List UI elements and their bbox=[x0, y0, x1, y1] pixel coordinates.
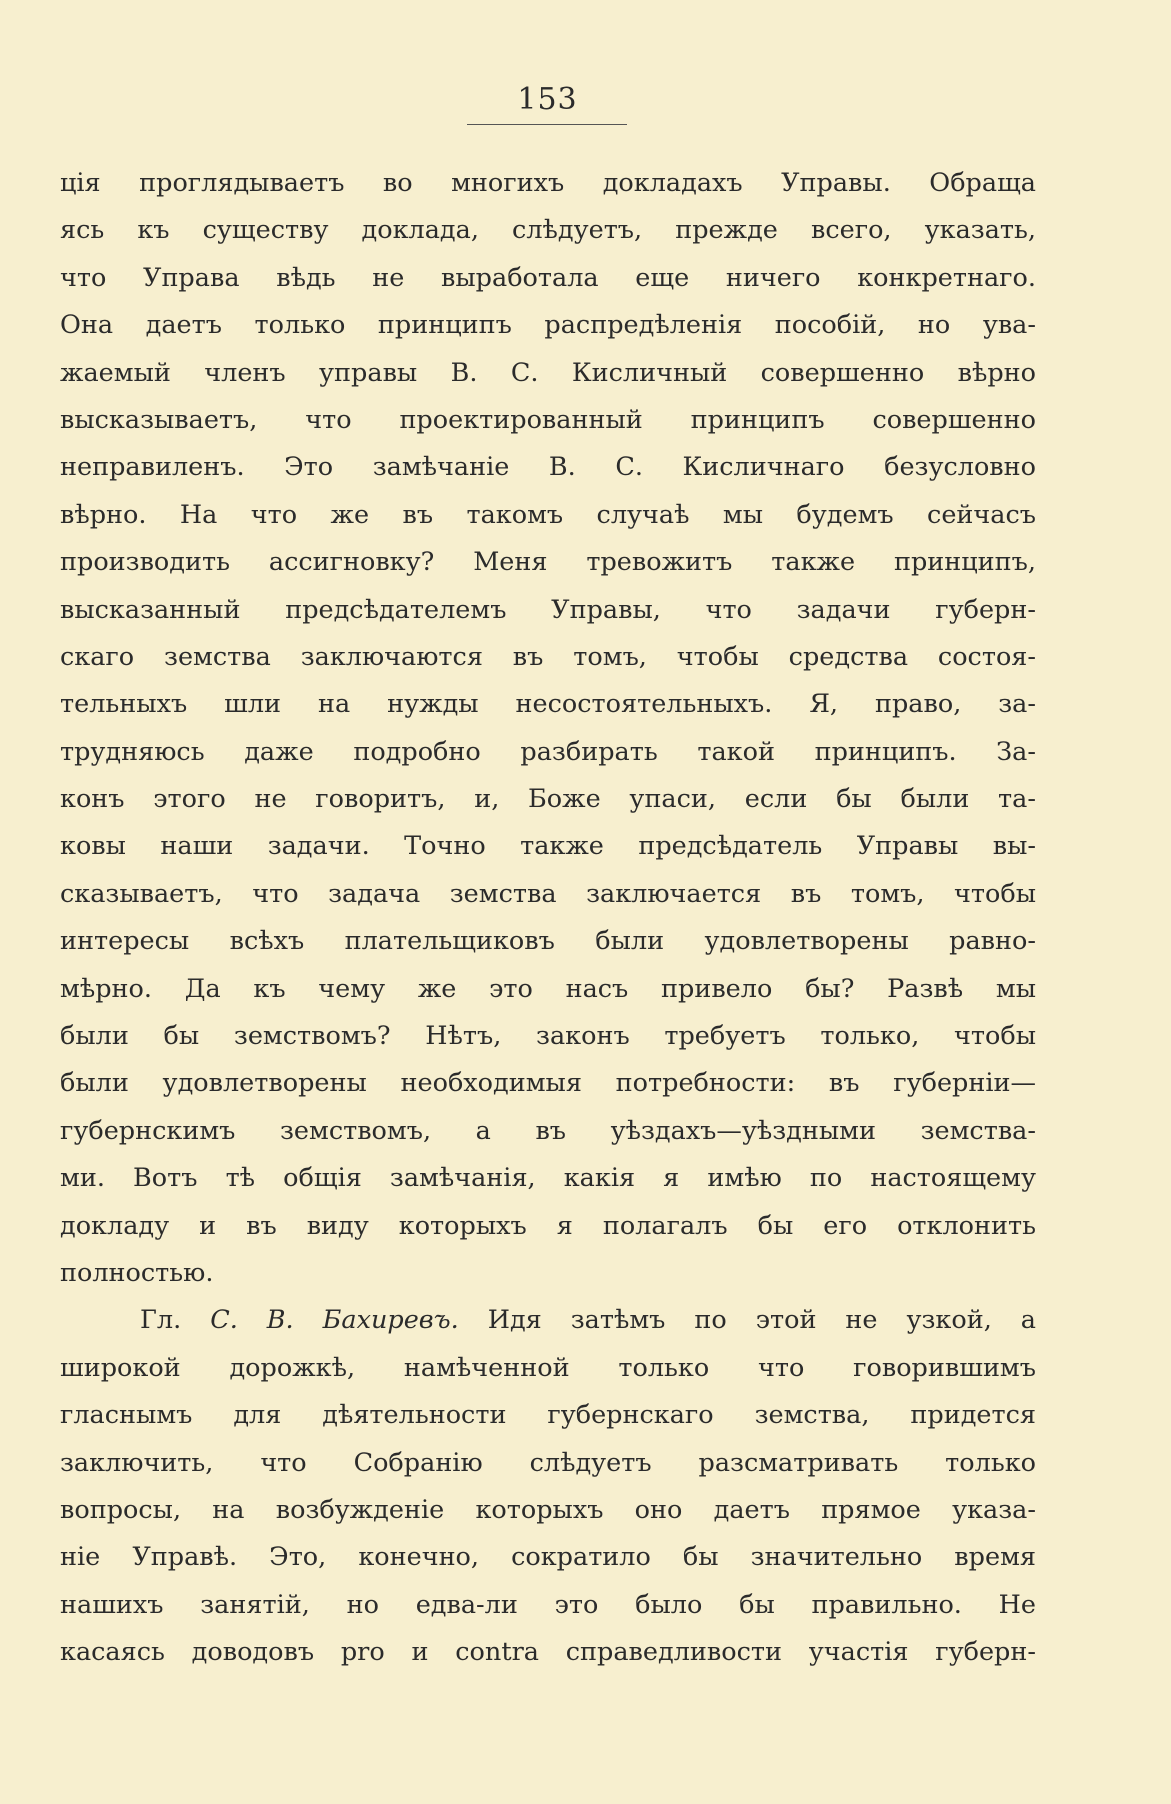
text-line: ясь къ существу доклада, слѣдуетъ, прежде всего, указать, bbox=[60, 215, 1036, 246]
header-rule bbox=[467, 124, 627, 125]
text-line: Она даетъ только принципъ распредѣленія пособій, но ува- bbox=[60, 310, 1036, 341]
text-line: были удовлетворены необходимыя потребности: въ губерніи— bbox=[60, 1068, 1036, 1099]
text-line: неправиленъ. Это замѣчаніе В. С. Кисличнаго безусловно bbox=[60, 452, 1036, 483]
text-line: скаго земства заключаются въ томъ, чтобы средства состоя- bbox=[60, 641, 1036, 672]
text-line: докладу и въ виду которыхъ я полагалъ бы его отклонить bbox=[60, 1210, 1036, 1241]
paragraph-2 bbox=[60, 1297, 1036, 1676]
text-line: что Управа вѣдь не выработала еще ничего конкретнаго. bbox=[60, 262, 1036, 293]
text-line: ковы наши задачи. Точно также предсѣдатель Управы вы- bbox=[60, 831, 1036, 862]
text-line: тельныхъ шли на нужды несостоятельныхъ. Я, право, за- bbox=[60, 689, 1036, 720]
speaker-line-rest: Идя затѣмъ по этой не узкой, а bbox=[458, 1305, 1036, 1336]
text-line: заключить, что Собранію слѣдуетъ разсматривать только bbox=[60, 1447, 1036, 1478]
text-line: вопросы, на возбужденіе которыхъ оно даетъ прямое указа- bbox=[60, 1494, 1036, 1525]
text-line: высказываетъ, что проектированный принципъ совершенно bbox=[60, 404, 1036, 435]
text-line: гласнымъ для дѣятельности губернскаго земства, придется bbox=[60, 1400, 1036, 1431]
speaker-line bbox=[60, 1297, 1036, 1344]
body-text bbox=[60, 160, 1036, 1677]
text-line: интересы всѣхъ плательщиковъ были удовлетворены равно- bbox=[60, 926, 1036, 957]
text-line: ніе Управѣ. Это, конечно, сократило бы значительно время bbox=[60, 1542, 1036, 1573]
text-line: высказанный предсѣдателемъ Управы, что задачи губерн- bbox=[60, 594, 1036, 625]
page-number: 153 bbox=[517, 82, 578, 117]
text-line: конъ этого не говоритъ, и, Боже упаси, если бы были та- bbox=[60, 784, 1036, 815]
text-line: производить ассигновку? Меня тревожитъ также принципъ, bbox=[60, 547, 1036, 578]
speaker-name: С. В. Бахиревъ. bbox=[210, 1305, 459, 1336]
text-line: вѣрно. На что же въ такомъ случаѣ мы будемъ сейчасъ bbox=[60, 499, 1036, 530]
text-line: трудняюсь даже подробно разбирать такой принципъ. За- bbox=[60, 736, 1036, 767]
text-line: губернскимъ земствомъ, а въ уѣздахъ—уѣздными земства- bbox=[60, 1115, 1036, 1146]
speaker-prefix: Гл. bbox=[140, 1305, 211, 1336]
text-line: были бы земствомъ? Нѣтъ, законъ требуетъ только, чтобы bbox=[60, 1021, 1036, 1052]
text-line: касаясь доводовъ pro и contra справедливости участія губерн- bbox=[60, 1637, 1036, 1668]
text-line: жаемый членъ управы В. С. Кисличный совершенно вѣрно bbox=[60, 357, 1036, 388]
text-line: ми. Вотъ тѣ общія замѣчанія, какія я имѣю по настоящему bbox=[60, 1163, 1036, 1194]
text-line: нашихъ занятій, но едва-ли это было бы правильно. Не bbox=[60, 1589, 1036, 1620]
text-line: ція проглядываетъ во многихъ докладахъ Управы. Обраща bbox=[60, 168, 1036, 198]
text-line: сказываетъ, что задача земства заключается въ томъ, чтобы bbox=[60, 878, 1036, 909]
text-line: полностью. bbox=[60, 1257, 214, 1288]
paragraph-1 bbox=[60, 160, 1036, 1297]
text-line: мѣрно. Да къ чему же это насъ привело бы? Развѣ мы bbox=[60, 973, 1036, 1004]
text-line: широкой дорожкѣ, намѣченной только что говорившимъ bbox=[60, 1352, 1036, 1383]
